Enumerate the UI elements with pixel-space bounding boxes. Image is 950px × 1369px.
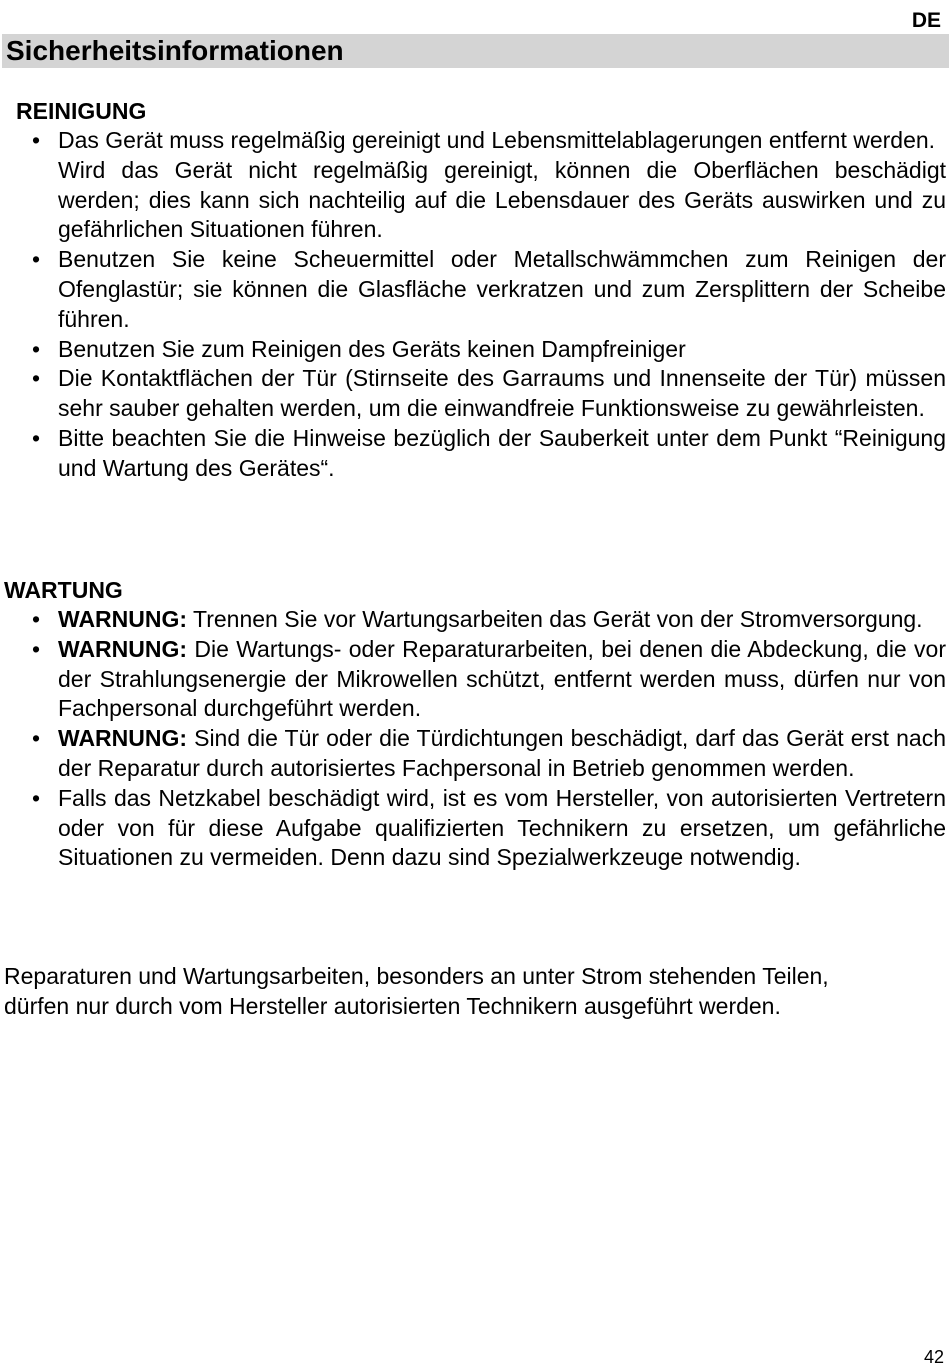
language-code: DE [911, 9, 941, 32]
closing-line-2: dürfen nur durch vom Hersteller autorisierten Technikern ausgeführt werden. [4, 992, 781, 1019]
item-text: Das Gerät muss regelmäßig gereinigt und Lebensmittelablagerungen entfernt werden. [58, 127, 936, 153]
list-item [0, 245, 950, 334]
bullet-icon: • [32, 127, 41, 153]
maintenance-heading: WARTUNG [4, 577, 123, 603]
bullet-icon: • [32, 725, 41, 752]
list-item [0, 335, 950, 365]
item-text: Bitte beachten Sie die Hinweise bezüglich der Sauberkeit unter dem Punkt “Reinigung und Wartung des Gerätes“. [58, 424, 946, 481]
list-item [0, 605, 950, 635]
closing-line-1: Reparaturen und Wartungsarbeiten, besonders an unter Strom stehenden Teilen, [4, 963, 829, 989]
bullet-icon: • [32, 335, 41, 362]
cleaning-list [0, 126, 950, 484]
item-text: Benutzen Sie keine Scheuermittel oder Metallschwämmchen zum Reinigen der Ofenglastür; sie können die Glasfläche verkratzen und zum Zersplittern der Scheibe führen. [58, 246, 946, 332]
cleaning-heading: REINIGUNG [16, 98, 147, 124]
bullet-icon: • [32, 606, 41, 632]
bullet-icon: • [32, 635, 41, 662]
warning-label: WARNUNG: [58, 725, 188, 752]
item-text: Die Kontaktflächen der Tür (Stirnseite des Garraums und Innenseite der Tür) müssen sehr sauber gehalten werden, um die einwandfreie Funktionsweise zu gewährleisten. [58, 365, 946, 422]
item-text-continued: Wird das Gerät nicht regelmäßig gereinigt, können die Oberflächen beschädigt werden; dies kann sich nachteilig auf die Lebensdauer des Geräts auswirken und zu gefährlichen Situationen führen. [58, 156, 946, 243]
warning-label: WARNUNG: [58, 635, 188, 662]
page-title: Sicherheitsinformationen [6, 35, 344, 66]
list-item [0, 724, 950, 784]
list-item [0, 424, 950, 484]
list-item [0, 126, 950, 245]
cleaning-section [0, 96, 950, 484]
item-text: Benutzen Sie zum Reinigen des Geräts keinen Dampfreiniger [58, 335, 686, 362]
bullet-icon: • [32, 365, 41, 392]
bullet-icon: • [32, 424, 41, 451]
bullet-icon: • [32, 246, 41, 273]
maintenance-section [0, 575, 950, 873]
warning-label: WARNUNG: [58, 606, 188, 632]
item-text: Trennen Sie vor Wartungsarbeiten das Gerät von der Stromversorgung. [193, 606, 923, 632]
title-bar [2, 34, 949, 68]
page-number: 42 [923, 1347, 944, 1367]
item-text: Falls das Netzkabel beschädigt wird, ist es vom Hersteller, von autorisierten Vertretern oder von für diese Aufgabe qualifizierten Technikern zu ersetzen, um gefährliche Situationen zu vermeiden. Denn dazu sind Spezialwerkzeuge notwendig. [58, 784, 946, 871]
list-item [0, 635, 950, 724]
list-item [0, 364, 950, 424]
list-item [0, 784, 950, 873]
bullet-icon: • [32, 784, 41, 811]
item-text: Die Wartungs- oder Reparaturarbeiten, bei denen die Abdeckung, die vor der Strahlungsenergie der Mikrowellen schützt, entfernt werden muss, dürfen nur von Fachpersonal durchgeführt werden. [58, 635, 946, 722]
maintenance-list [0, 605, 950, 873]
item-text: Sind die Tür oder die Türdichtungen beschädigt, darf das Gerät erst nach der Reparatur durch autorisiertes Fachpersonal in Betrieb genommen werden. [58, 725, 947, 781]
closing-paragraph [4, 962, 934, 1022]
